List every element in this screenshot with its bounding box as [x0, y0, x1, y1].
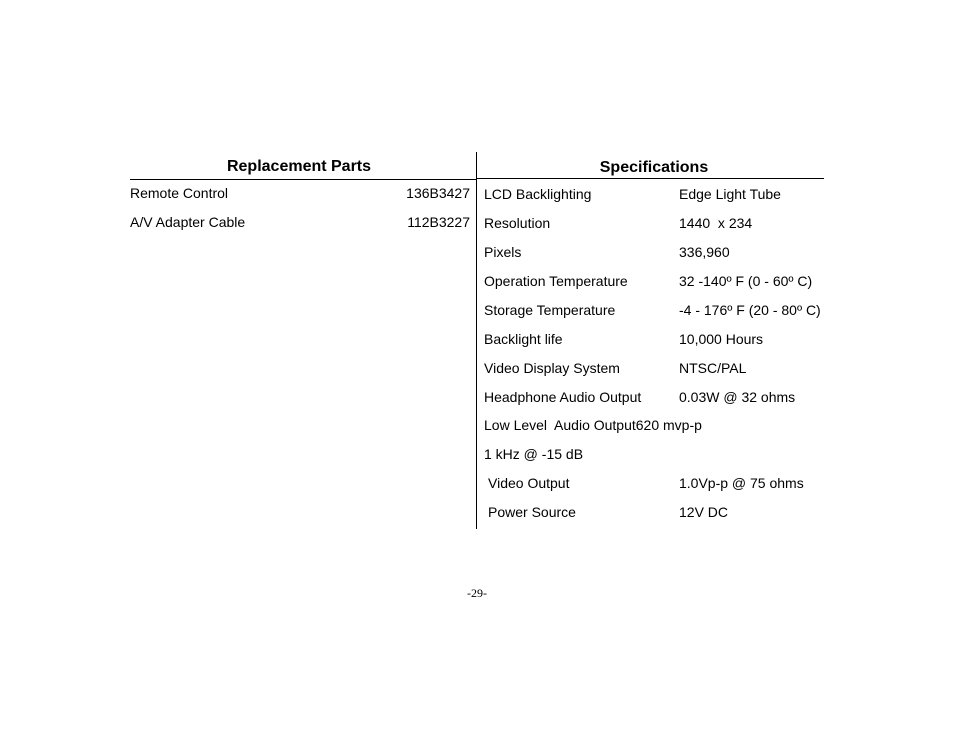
replacement-parts-underline [130, 179, 476, 180]
part-name-av-adapter-cable: A/V Adapter Cable [130, 214, 246, 230]
spec-value-lcd-backlighting: Edge Light Tube [679, 186, 781, 202]
spec-value-backlight-life: 10,000 Hours [679, 331, 764, 347]
replacement-parts-heading: Replacement Parts [226, 158, 372, 175]
spec-label-headphone-audio-output: Headphone Audio Output [484, 389, 642, 405]
spec-label-operation-temperature: Operation Temperature [484, 273, 628, 289]
part-number-av-adapter-cable: 112B3227 [407, 214, 470, 230]
specifications-underline [477, 178, 824, 179]
spec-label-backlight-life: Backlight life [484, 331, 563, 347]
page-number: -29- [467, 586, 487, 600]
part-number-remote-control: 136B3427 [406, 185, 470, 201]
spec-value-power-source: 12V DC [679, 504, 729, 520]
spec-value-storage-temperature: -4 - 176º F (20 - 80º C) [679, 302, 821, 318]
spec-value-video-display-system: NTSC/PAL [679, 360, 747, 376]
spec-value-video-output: 1.0Vp-p @ 75 ohms [679, 475, 804, 491]
spec-label-resolution: Resolution [484, 215, 551, 231]
spec-label-video-output: Video Output [488, 475, 570, 491]
spec-value-operation-temperature: 32 -140º F (0 - 60º C) [679, 273, 813, 289]
specifications-heading: Specifications [599, 159, 709, 176]
spec-label-pixels: Pixels [484, 244, 522, 260]
spec-label-power-source: Power Source [488, 504, 576, 520]
spec-label-low-level-audio-output: Low Level Audio Output620 mvp-p [484, 417, 702, 433]
spec-value-headphone-audio-output: 0.03W @ 32 ohms [679, 389, 796, 405]
spec-label-frequency-level: 1 kHz @ -15 dB [484, 446, 584, 462]
part-name-remote-control: Remote Control [130, 185, 229, 201]
spec-label-lcd-backlighting: LCD Backlighting [484, 186, 592, 202]
column-divider [476, 152, 477, 529]
spec-value-resolution: 1440 x 234 [679, 215, 753, 231]
spec-label-storage-temperature: Storage Temperature [484, 302, 616, 318]
spec-value-pixels: 336,960 [679, 244, 730, 260]
spec-label-video-display-system: Video Display System [484, 360, 620, 376]
